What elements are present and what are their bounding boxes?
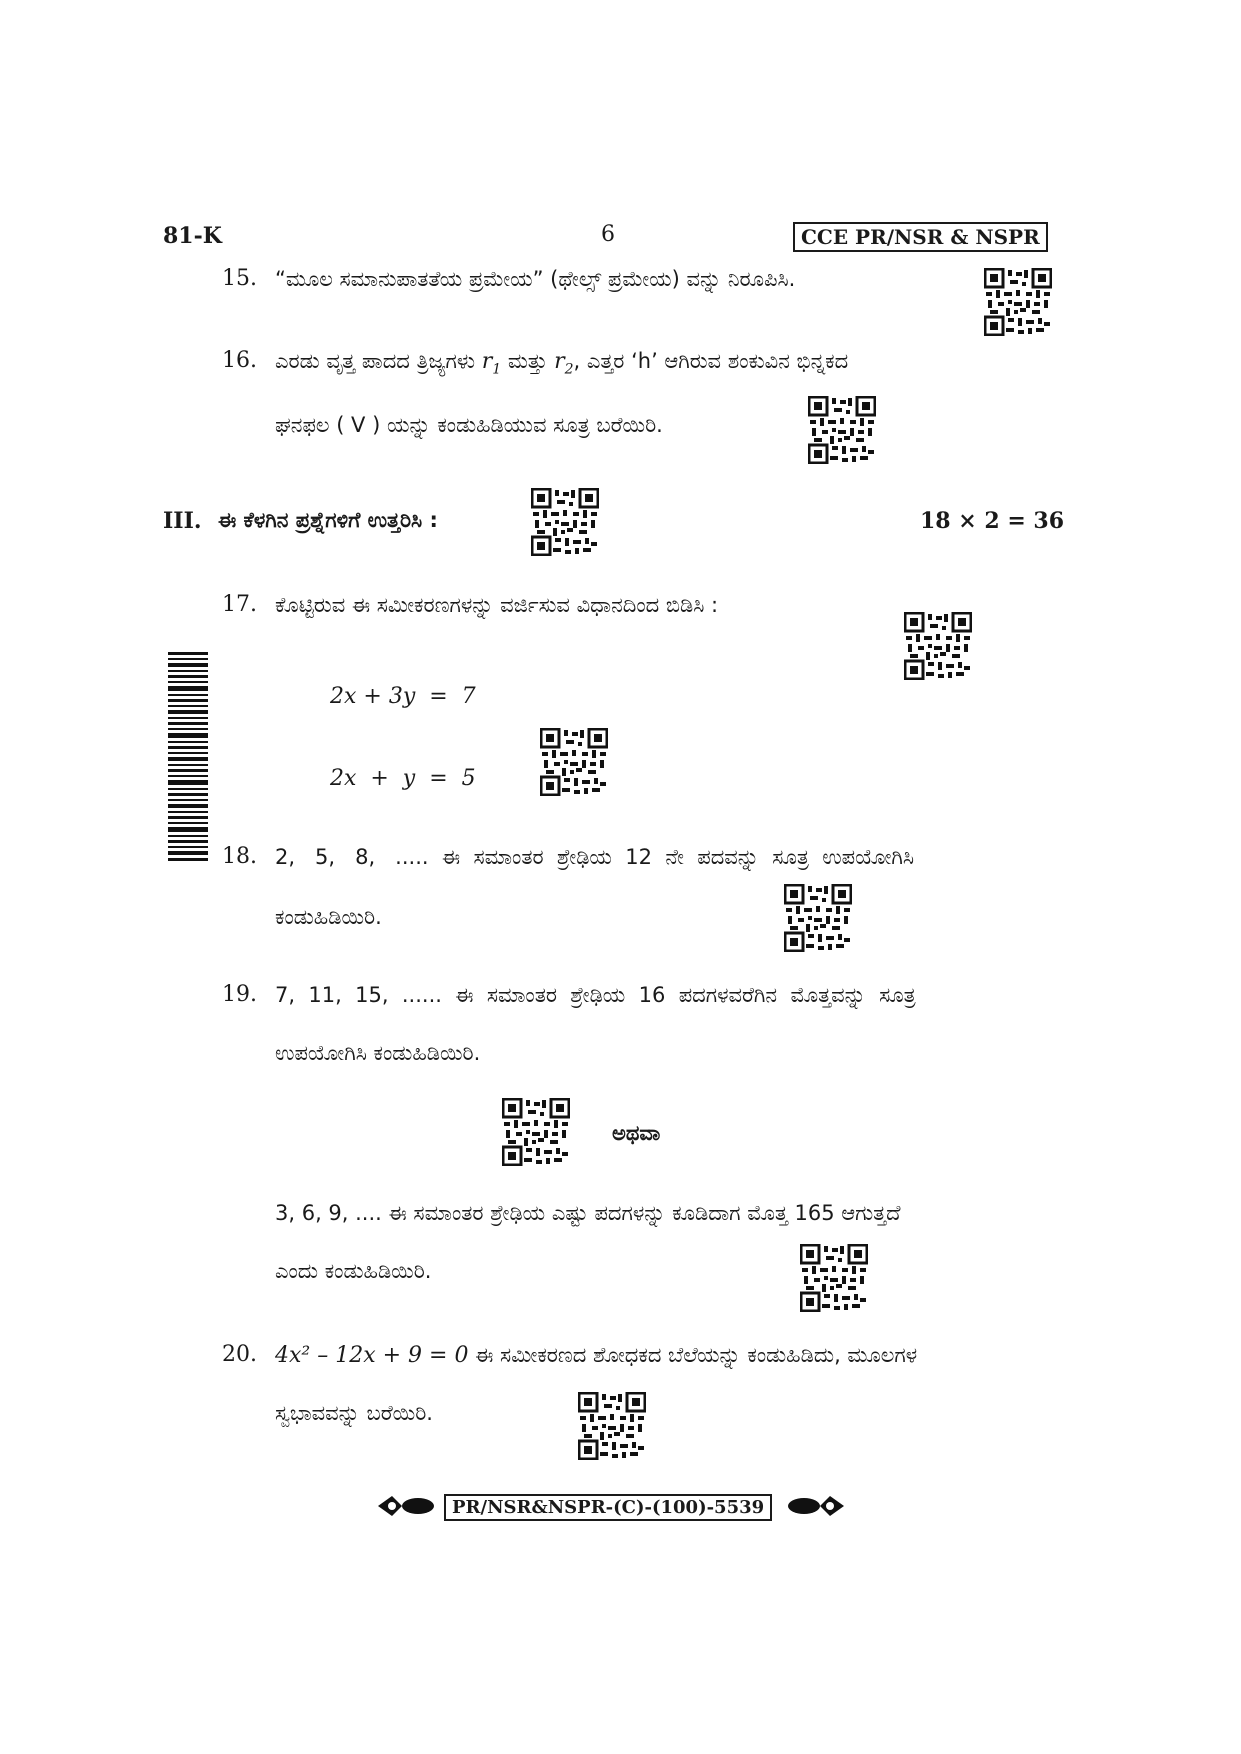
- section-title: ಈ ಕೆಳಗಿನ ಪ್ರಶ್ನೆಗಳಿಗೆ ಉತ್ತರಿಸಿ :: [218, 508, 438, 532]
- q18-line1: 2, 5, 8, ..... ಈ ಸಮಾಂತರ ಶ್ರೇಢಿಯ 12 ನೇ ಪದವನ್ನು ಸೂತ್ರ ಉಪಯೋಗಿಸಿ: [275, 845, 915, 869]
- q20-number: 20.: [222, 1342, 257, 1367]
- qr-code-icon: [540, 728, 608, 796]
- q15-number: 15.: [222, 266, 257, 291]
- q20-line1: [275, 1340, 1069, 1371]
- q16-line1: [275, 346, 1069, 384]
- q19-alt-line1: 3, 6, 9, .... ಈ ಸಮಾಂತರ ಶ್ರೇಢಿಯ ಎಷ್ಟು ಪದಗಳನ್ನು ಕೂಡಿದಾಗ ಮೊತ್ತ 165 ಆಗುತ್ತದೆ: [275, 1201, 901, 1225]
- q15-text: “ಮೂಲ ಸಮಾನುಪಾತತೆಯ ಪ್ರಮೇಯ” (ಥೇಲ್ಸ್ ಪ್ರಮೇಯ) ವನ್ನು ನಿರೂಪಿಸಿ.: [275, 267, 796, 291]
- q19-line1: 7, 11, 15, ...... ಈ ಸಮಾಂತರ ಶ್ರೇಢಿಯ 16 ಪದಗಳವರೆಗಿನ ಮೊತ್ತವನ್ನು ಸೂತ್ರ: [275, 983, 916, 1007]
- q17-equation-1: 2x + 3y = 7: [330, 684, 476, 709]
- q19-line2: ಉಪಯೋಗಿಸಿ ಕಂಡುಹಿಡಿಯಿರಿ.: [275, 1041, 481, 1065]
- qr-code-icon: [531, 488, 599, 556]
- q16-line1-b: , ಎತ್ತರ ‘h’ ಆಗಿರುವ ಶಂಕುವಿನ ಭಿನ್ನಕದ: [573, 349, 849, 373]
- barcode-icon: [168, 652, 208, 862]
- q17-equation-2: 2x + y = 5: [330, 766, 476, 791]
- q16-r2: $r_2$: [554, 349, 574, 378]
- qr-code-icon: [578, 1392, 646, 1460]
- qr-code-icon: [800, 1244, 868, 1312]
- q20-text: ಈ ಸಮೀಕರಣದ ಶೋಧಕದ ಬೆಲೆಯನ್ನು ಕಂಡುಹಿಡಿದು, ಮೂಲಗಳ: [475, 1343, 918, 1367]
- q19-alt-line2: ಎಂದು ಕಂಡುಹಿಡಿಯಿರಿ.: [275, 1259, 432, 1283]
- exam-label: CCE PR/NSR & NSPR: [793, 222, 1048, 252]
- q18-number: 18.: [222, 844, 257, 869]
- q16-r1: $r_1$: [481, 349, 502, 378]
- q17-text: ಕೊಟ್ಟಿರುವ ಈ ಸಮೀಕರಣಗಳನ್ನು ವರ್ಜಿಸುವ ವಿಧಾನದಿಂದ ಬಿಡಿಸಿ :: [275, 593, 719, 617]
- ornament-icon: [378, 1492, 436, 1520]
- paper-code: 81-K: [163, 223, 222, 249]
- q16-number: 16.: [222, 348, 257, 373]
- q20-equation: 4x² – 12x + 9 = 0: [275, 1343, 469, 1368]
- qr-code-icon: [904, 612, 972, 680]
- ornament-icon: [786, 1492, 844, 1520]
- q16-line2: ಘನಫಲ ( V ) ಯನ್ನು ಕಂಡುಹಿಡಿಯುವ ಸೂತ್ರ ಬರೆಯಿರಿ.: [275, 413, 663, 437]
- q16-and: ಮತ್ತು: [507, 349, 548, 373]
- qr-code-icon: [808, 396, 876, 464]
- section-number: III.: [163, 508, 202, 534]
- page-number: 6: [601, 222, 615, 247]
- section-marks: 18 × 2 = 36: [920, 508, 1065, 534]
- qr-code-icon: [502, 1098, 570, 1166]
- q18-line2: ಕಂಡುಹಿಡಿಯಿರಿ.: [275, 905, 382, 929]
- footer-code: PR/NSR&NSPR-(C)-(100)-5539: [444, 1494, 772, 1521]
- q16-line1-a: ಎರಡು ವೃತ್ತ ಪಾದದ ತ್ರಿಜ್ಯಗಳು: [275, 349, 475, 373]
- q17-number: 17.: [222, 592, 257, 617]
- q19-number: 19.: [222, 982, 257, 1007]
- qr-code-icon: [784, 884, 852, 952]
- or-label: ಅಥವಾ: [612, 1121, 661, 1145]
- q20-line2: ಸ್ವಭಾವವನ್ನು ಬರೆಯಿರಿ.: [275, 1401, 433, 1425]
- qr-code-icon: [984, 268, 1052, 336]
